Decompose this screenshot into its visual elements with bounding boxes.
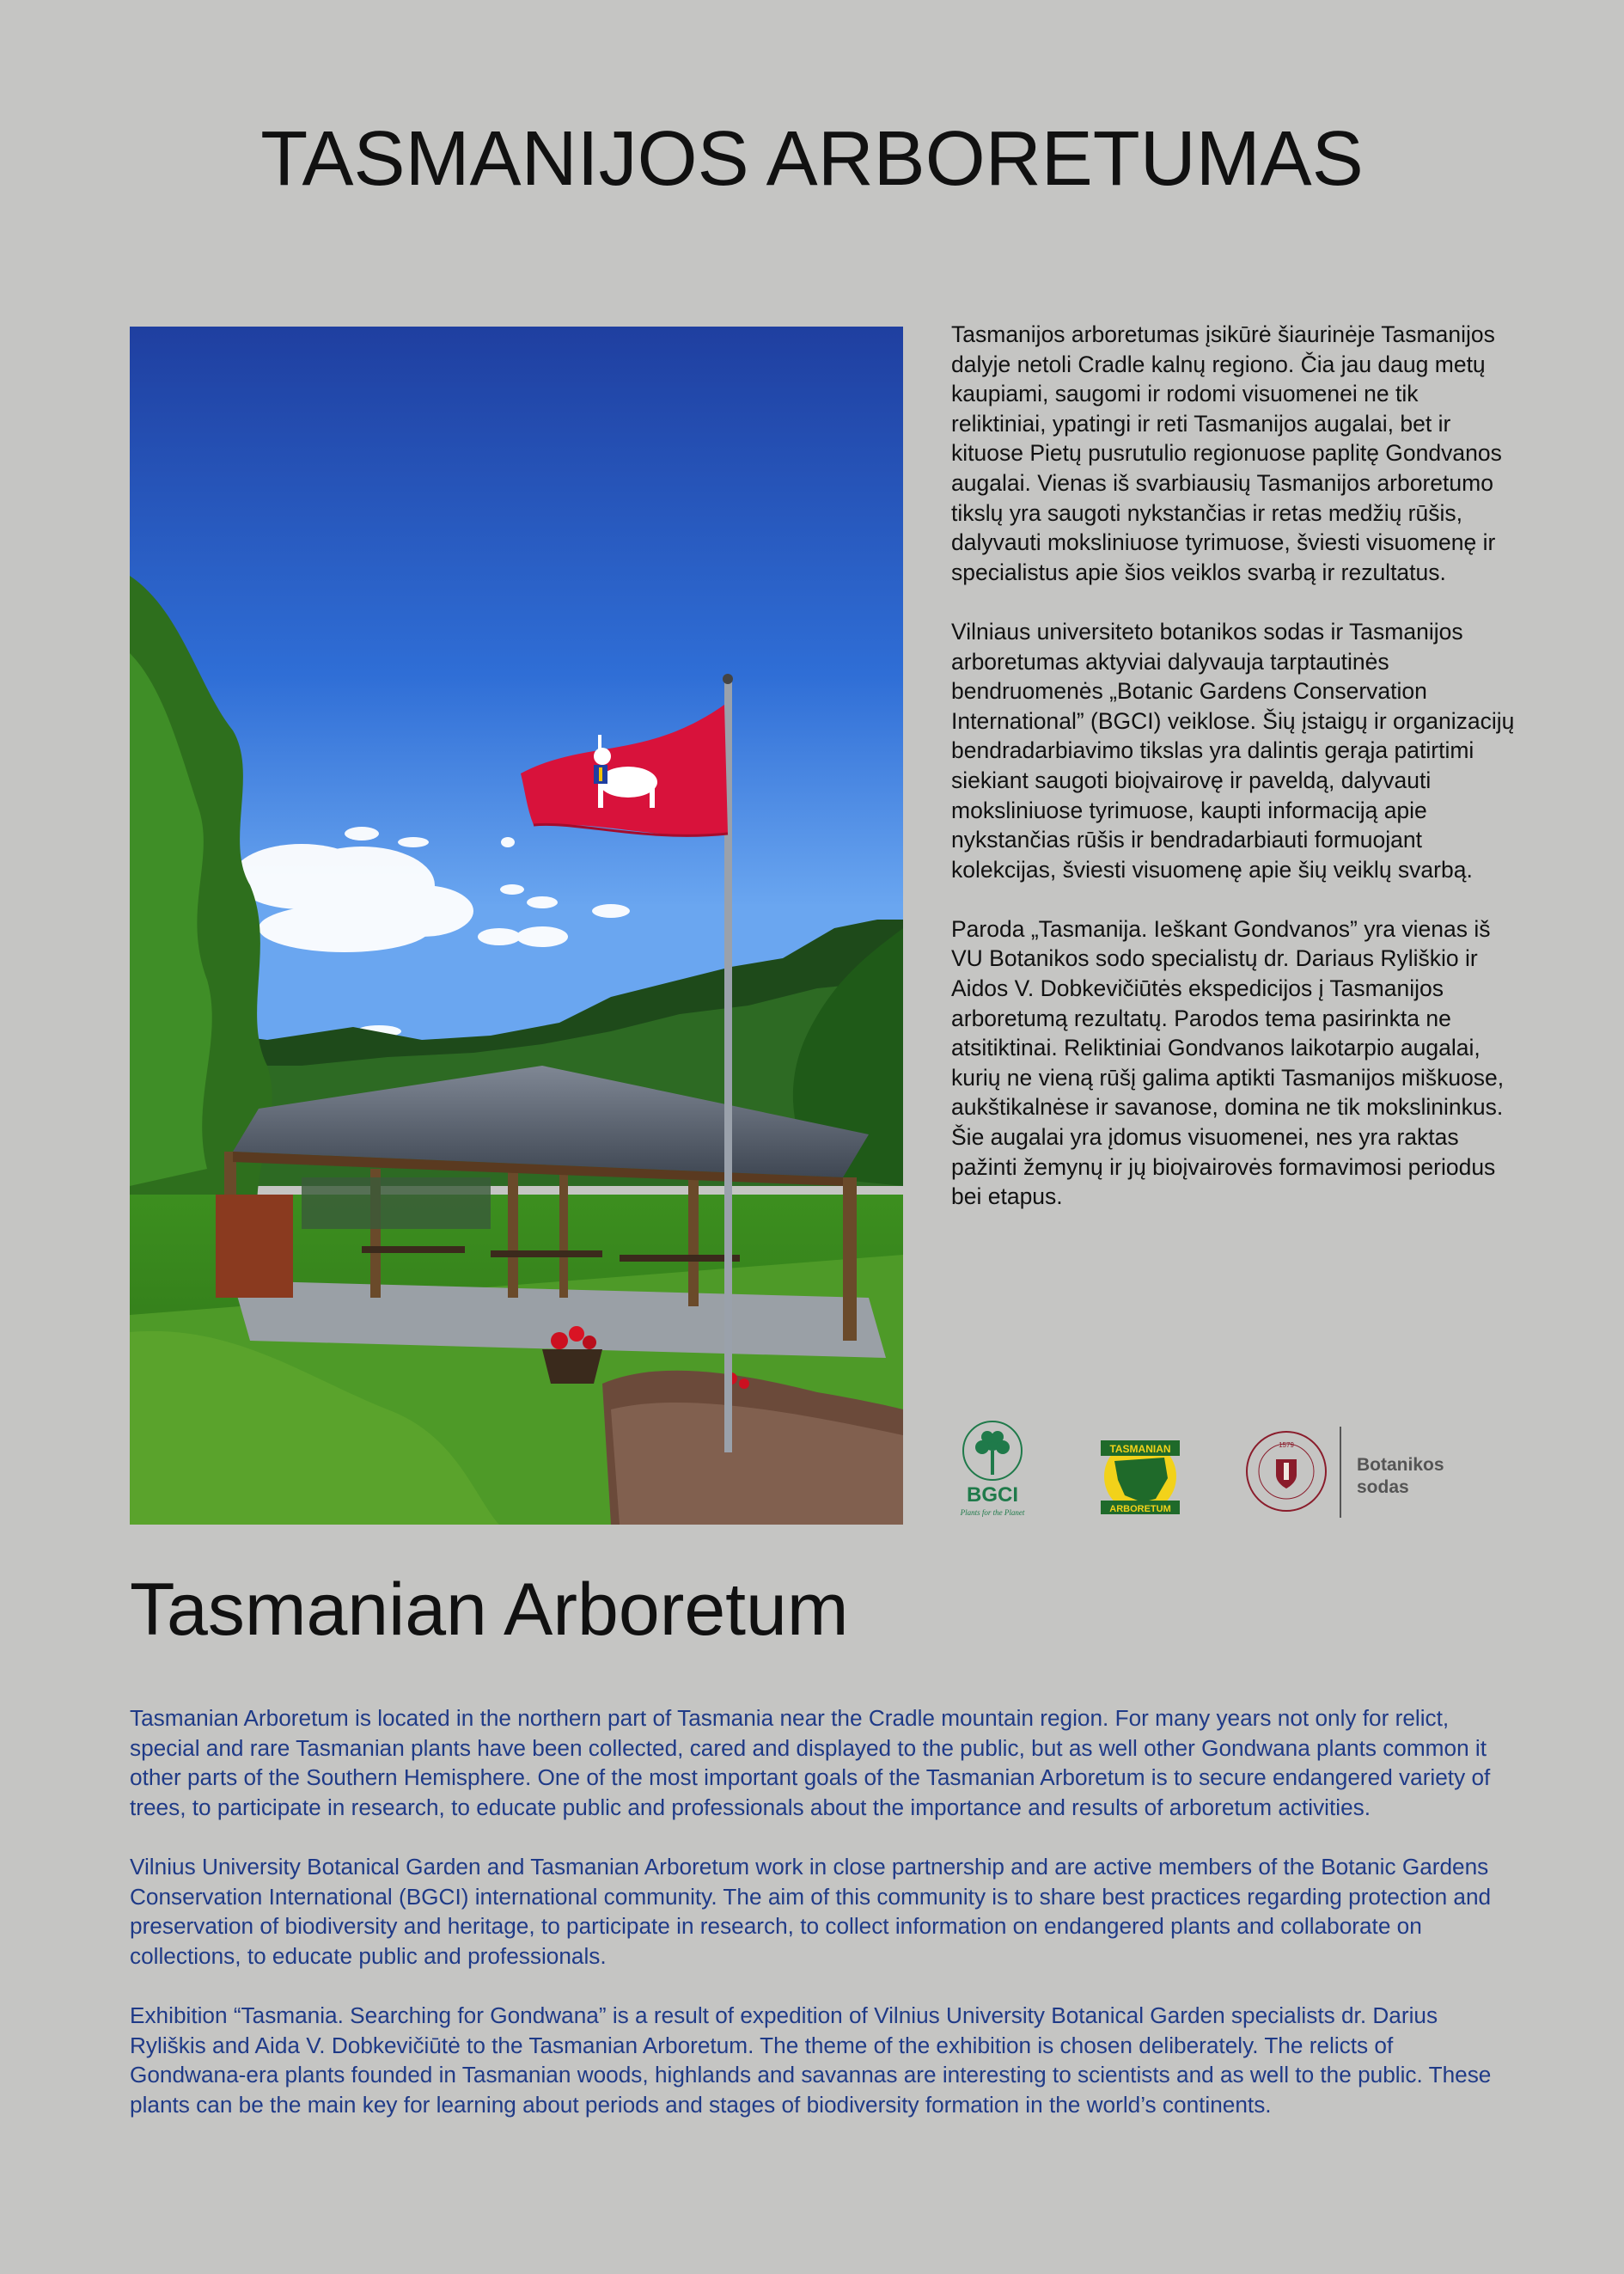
- lithuanian-paragraph-1: Tasmanijos arboretumas įsikūrė šiaurinėje Tasmanijos dalyje netoli Cradle kalnų regiono. Čia jau daug metų kaupiami, saugomi ir rodomi visuomenei ne tik reliktiniai, ypatingi ir reti Tasmanijos augalai, bet ir kituose Pietų pusrutulio regionuose paplitę Gondvanos augalai. Vienas iš svarbiausių Tasmanijos arboretumo tikslų yra saugoti nykstančias ir retas medžių rūšis, dalyvauti moksliniuose tyrimuose, šviesti visuomenę ir specialistus apie šios veiklos svarbą ir rezultatus.: [951, 321, 1502, 585]
- vu-logo-divider: [1340, 1427, 1341, 1518]
- partner-logos: [951, 1409, 1553, 1530]
- english-paragraph-3: Exhibition “Tasmania. Searching for Gondwana” is a result of expedition of Vilnius University Botanical Garden specialists dr. Darius Ryliškis and Aida V. Dobkevičiūtė to the Tasmanian Arboretum. The theme of the exhibition is chosen deliberately. The relicts of Gondwana-era plants founded in Tasmanian woods, highlands and savannas are interesting to scientists and as well to the public. These plants can be the main key for learning about periods and stages of biodiversity formation in the world’s continents.: [130, 2002, 1492, 2118]
- bgci-tagline: Plants for the Planet: [960, 1508, 1025, 1517]
- lithuanian-description: [951, 320, 1518, 1241]
- page-title-english: Tasmanian Arboretum: [130, 1568, 849, 1651]
- vu-botanical-garden-logo: [1243, 1425, 1553, 1519]
- arboretum-photo: [130, 327, 903, 1525]
- tasmanian-arboretum-logo: [1089, 1435, 1192, 1521]
- vu-year: 1579: [1279, 1441, 1294, 1449]
- bgci-name: BGCI: [967, 1483, 1018, 1507]
- bgci-logo: [951, 1418, 1046, 1521]
- vu-name-line-2: sodas: [1357, 1477, 1409, 1497]
- tasmanian-logo-top: TASMANIAN: [1109, 1443, 1171, 1455]
- english-paragraph-1: Tasmanian Arboretum is located in the northern part of Tasmania near the Cradle mountain region. For many years not only for relict, special and rare Tasmanian plants have been collected, cared and displayed to the public, but as well other Gondwana plants common it other parts of the Southern Hemisphere. One of the most important goals of the Tasmanian Arboretum is to secure endangered variety of trees, to participate in research, to educate public and professionals about the importance and results of arboretum activities.: [130, 1705, 1491, 1820]
- lithuanian-paragraph-3: Paroda „Tasmanija. Ieškant Gondvanos” yra vienas iš VU Botanikos sodo specialistų dr. Dariaus Ryliškio ir Aidos V. Dobkevičiūtės ekspedicijos į Tasmanijos arboretumą rezultatų. Parodos tema pasirinkta ne atsitiktinai. Reliktiniai Gondvanos laikotarpio augalai, kurių ne vieną rūšį galima aptikti Tasmanijos miškuose, aukštikalnėse ir savanose, domina ne tik mokslininkus. Šie augalai yra įdomus visuomenei, nes yra raktas pažinti žemynų ir jų bioįvairovės formavimosi periodus bei etapus.: [951, 915, 1505, 1210]
- vu-name-line-1: Botanikos: [1357, 1455, 1444, 1475]
- lithuanian-paragraph-2: Vilniaus universiteto botanikos sodas ir Tasmanijos arboretumas aktyviai dalyvauja tarptautinės bendruomenės „Botanic Gardens Conservation International” (BGCI) veiklose. Šių įstaigų ir organizacijų bendradarbiavimo tikslas yra dalintis gerąja patirtimi siekiant saugoti bioįvairovę ir paveldą, dalyvauti moksliniuose tyrimuose, kaupti informaciją apie nykstančias rūšis ir bendradarbiauti formuojant kolekcijas, šviesti visuomenę apie šių veiklų svarbą.: [951, 618, 1515, 883]
- page-title-lithuanian: TASMANIJOS ARBORETUMAS: [260, 116, 1364, 202]
- english-description: [130, 1703, 1505, 2149]
- tasmanian-logo-bottom: ARBORETUM: [1109, 1504, 1171, 1514]
- english-paragraph-2: Vilnius University Botanical Garden and Tasmanian Arboretum work in close partnership and are active members of the Botanic Gardens Conservation International (BGCI) international community. The aim of this community is to share best practices regarding protection and preservation of biodiversity and heritage, to participate in research, to collect information on endangered plants and collaborate on collections, to educate public and professionals.: [130, 1853, 1492, 1969]
